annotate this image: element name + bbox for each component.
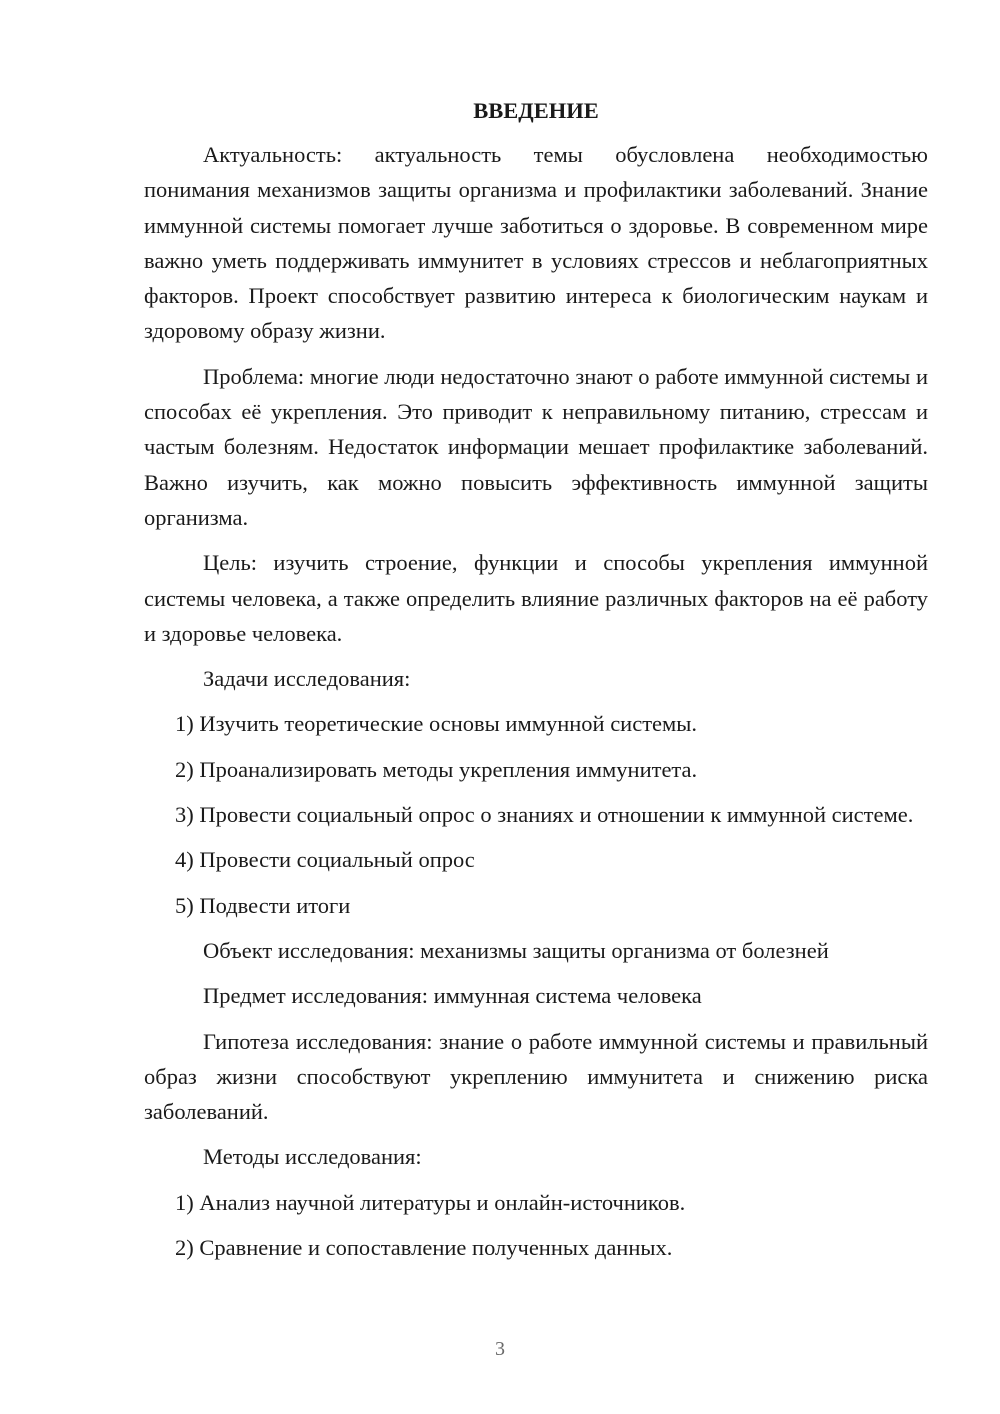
page-number: 3: [495, 1338, 505, 1360]
section-heading: ВВЕДЕНИЕ: [473, 98, 599, 123]
task-item-4: 4) Провести социальный опрос: [175, 847, 475, 873]
task-item-1: 1) Изучить теоретические основы иммунной системы.: [175, 711, 698, 737]
task-item-3: 3) Провести социальный опрос о знаниях и отношении к иммунной системе.: [175, 802, 914, 828]
method-item-1: 1) Анализ научной литературы и онлайн-источников.: [175, 1189, 686, 1215]
paragraph-hypothesis: Гипотеза исследования: знание о работе иммунной системы и правильный образ жизни способствуют укреплению иммунитета и снижению риска заболеваний.: [144, 1028, 928, 1125]
page-body: [144, 96, 928, 1275]
task-item-2: 2) Проанализировать методы укрепления иммунитета.: [175, 756, 698, 782]
paragraph-object: Объект исследования: механизмы защиты организма от болезней: [203, 937, 829, 963]
paragraph-tasks-title: Задачи исследования:: [203, 666, 411, 692]
paragraph-problem: Проблема: многие люди недостаточно знают о работе иммунной системы и способах её укрепления. Это приводит к неправильному питанию, стрессам и частым болезням. Недостаток информации мешает профилактике заболеваний. Важно изучить, как можно повысить эффективность иммунной защиты организма.: [144, 363, 928, 530]
task-item-5: 5) Подвести итоги: [175, 892, 351, 918]
paragraph-relevance: Актуальность: актуальность темы обусловлена необходимостью понимания механизмов защиты организма и профилактики заболеваний. Знание иммунной системы помогает лучше заботиться о здоровье. В современном мире важно уметь поддерживать иммунитет в условиях стрессов и неблагоприятных факторов. Проект способствует развитию интереса к биологическим наукам и здоровому образу жизни.: [144, 142, 928, 344]
paragraph-goal: Цель: изучить строение, функции и способы укрепления иммунной системы человека, а также определить влияние различных факторов на её работу и здоровье человека.: [144, 550, 928, 646]
paragraph-subject: Предмет исследования: иммунная система человека: [203, 983, 702, 1009]
method-item-2: 2) Сравнение и сопоставление полученных данных.: [175, 1235, 673, 1261]
paragraph-methods-title: Методы исследования:: [203, 1144, 422, 1170]
